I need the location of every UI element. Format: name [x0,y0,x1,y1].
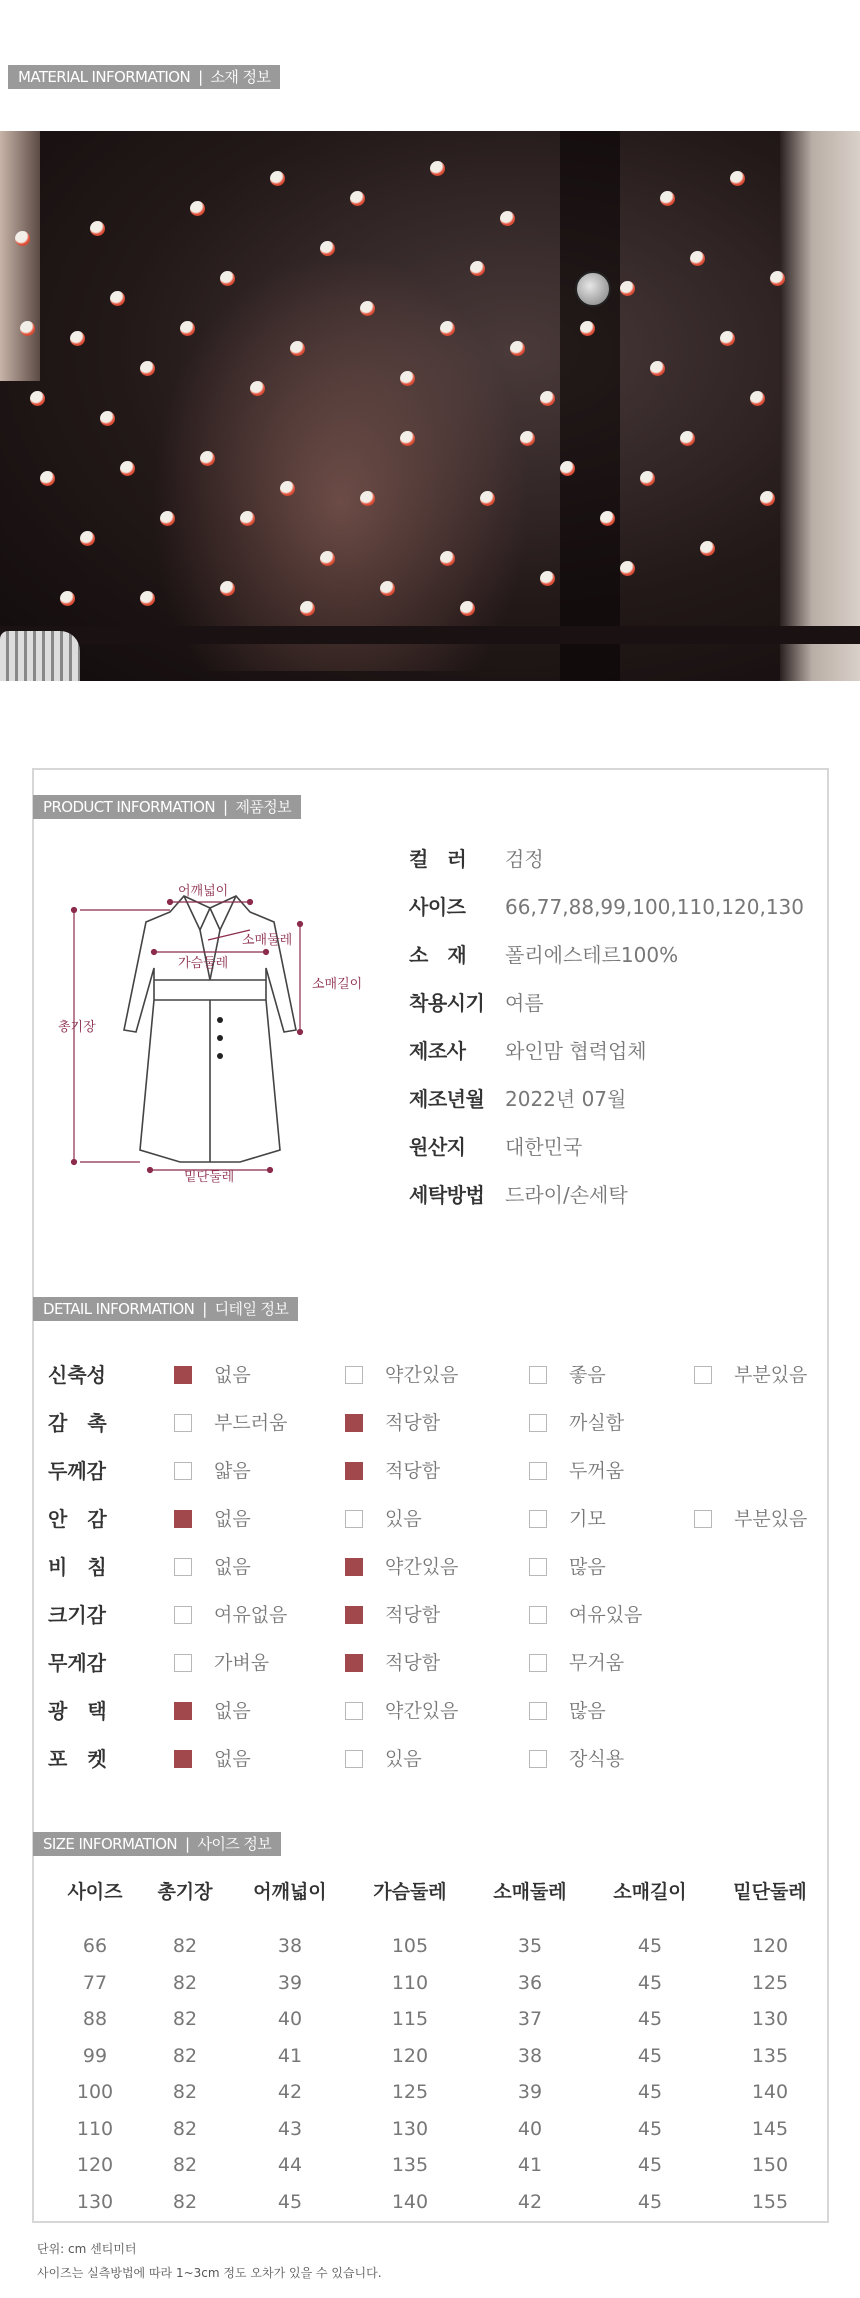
polka-dot [380,581,395,596]
size-cell: 37 [517,2008,543,2031]
unchecked-box [174,1606,192,1624]
detail-row [48,1744,828,1774]
size-cell: 110 [76,2117,114,2140]
spec-label: 착용시기 [409,991,485,1015]
polka-dot [80,531,95,546]
size-cell: 125 [751,1971,789,1994]
size-table-header-row [50,1868,830,1912]
polka-dot [480,491,495,506]
polka-dot [560,461,575,476]
unchecked-box [529,1750,547,1768]
detail-option-label: 여유없음 [214,1604,288,1626]
polka-dot [70,331,85,346]
polka-dot [700,541,715,556]
polka-dot [680,431,695,446]
unchecked-box [345,1750,363,1768]
polka-dot [360,301,375,316]
unchecked-box [529,1558,547,1576]
unchecked-box [529,1606,547,1624]
detail-option-label: 약간있음 [385,1556,459,1578]
unchecked-box [529,1654,547,1672]
product-header-en: PRODUCT INFORMATION [43,798,215,816]
checked-box [174,1750,192,1768]
size-cell: 45 [637,2008,663,2031]
spec-value: 여름 [505,991,544,1015]
polka-dot [140,361,155,376]
polka-dot [320,241,335,256]
unchecked-box [529,1462,547,1480]
detail-option-label: 없음 [214,1556,251,1578]
polka-dot [620,561,635,576]
dress-illustration [60,880,363,1190]
polka-dot [240,511,255,526]
size-table-row [50,1965,830,2002]
detail-label: 광 택 [48,1699,107,1723]
size-cell: 140 [751,2081,789,2104]
size-table-row [50,2074,830,2111]
unchecked-box [345,1366,363,1384]
spec-value: 대한민국 [505,1135,583,1159]
shirt-button-image [575,271,611,307]
size-column-header: 소매길이 [613,1880,687,1903]
size-header-en: SIZE INFORMATION [43,1835,178,1853]
spec-value: 와인맘 협력업체 [505,1039,647,1063]
detail-label: 안 감 [48,1507,107,1531]
detail-option-label: 적당함 [385,1604,441,1626]
size-cell: 35 [517,1935,543,1958]
size-cell: 82 [172,2008,198,2031]
spec-label: 제조년월 [409,1087,485,1111]
size-cell: 82 [172,1935,198,1958]
unchecked-box [174,1558,192,1576]
size-column-header: 가슴둘레 [373,1880,447,1903]
detail-option-label: 많음 [569,1556,606,1578]
polka-dot [60,591,75,606]
polka-dot [190,201,205,216]
detail-option-label: 약간있음 [385,1364,459,1386]
polka-dot [620,281,635,296]
polka-dot [650,361,665,376]
size-table-row [50,2001,830,2038]
polka-dot [430,161,445,176]
polka-dot [690,251,705,266]
detail-option-label: 여유있음 [569,1604,643,1626]
size-table [50,1868,830,2220]
detail-label: 포 켓 [48,1747,107,1771]
polka-dot [350,191,365,206]
product-info-header: PRODUCT INFORMATION | 제품정보 [33,795,301,819]
detail-row [48,1552,828,1582]
detail-label: 무게감 [48,1651,106,1675]
detail-header-ko: 디테일 정보 [214,1300,289,1318]
polka-dot [220,581,235,596]
size-info-header: SIZE INFORMATION | 사이즈 정보 [33,1832,281,1856]
size-cell: 82 [172,1971,198,1994]
size-cell: 40 [517,2117,543,2140]
spec-label: 컬 러 [409,847,467,871]
unit-note: 단위: cm 센티미터 [37,2242,137,2256]
detail-option-label: 두꺼움 [569,1460,625,1482]
size-cell: 100 [76,2081,114,2104]
size-cell: 115 [391,2008,429,2031]
detail-option-label: 기모 [569,1508,606,1530]
checked-box [345,1606,363,1624]
polka-dot [440,321,455,336]
spec-value: 드라이/손세탁 [505,1183,628,1207]
size-cell: 39 [277,1971,303,1994]
size-cell: 130 [391,2117,429,2140]
spec-value: 폴리에스테르100% [505,943,679,967]
diagram-label-shoulder: 어깨넓이 [178,884,229,899]
polka-dot [660,191,675,206]
size-cell: 145 [751,2117,789,2140]
detail-option-label: 없음 [214,1364,251,1386]
spec-label: 사이즈 [409,895,466,919]
polka-dot [510,341,525,356]
size-table-row [50,2038,830,2075]
polka-dot [540,571,555,586]
size-cell: 125 [391,2081,429,2104]
size-cell: 45 [637,2154,663,2177]
unchecked-box [529,1366,547,1384]
detail-option-label: 부분있음 [734,1364,808,1386]
size-cell: 150 [751,2154,789,2177]
checked-box [174,1510,192,1528]
spec-row [409,893,804,921]
size-cell: 77 [82,1971,108,1994]
fabric-closeup-photo [0,131,860,681]
polka-dot [360,491,375,506]
detail-row [48,1696,828,1726]
polka-dot [110,291,125,306]
size-cell: 41 [277,2044,303,2067]
detail-label: 크기감 [48,1603,106,1627]
spec-label: 제조사 [409,1039,466,1063]
polka-dot [300,601,315,616]
size-cell: 140 [391,2190,429,2213]
checked-box [345,1654,363,1672]
detail-option-label: 부분있음 [734,1508,808,1530]
polka-dot [400,431,415,446]
size-column-header: 총기장 [157,1880,213,1903]
spec-row [409,989,544,1017]
unchecked-box [529,1414,547,1432]
checked-box [174,1366,192,1384]
polka-dot [90,221,105,236]
unchecked-box [174,1462,192,1480]
polka-dot [500,211,515,226]
detail-option-label: 약간있음 [385,1700,459,1722]
polka-dot [40,471,55,486]
detail-option-label: 많음 [569,1700,606,1722]
checked-box [345,1462,363,1480]
size-cell: 45 [277,2190,303,2213]
detail-option-label: 좋음 [569,1364,606,1386]
detail-option-label: 있음 [385,1508,422,1530]
detail-info-header: DETAIL INFORMATION | 디테일 정보 [33,1297,298,1321]
size-cell: 105 [391,1935,429,1958]
detail-option-label: 없음 [214,1508,251,1530]
checked-box [174,1702,192,1720]
detail-option-label: 부드러움 [214,1412,288,1434]
unchecked-box [345,1702,363,1720]
polka-dot [470,261,485,276]
polka-dot [440,551,455,566]
size-cell: 82 [172,2081,198,2104]
detail-option-label: 얇음 [214,1460,251,1482]
size-column-header: 어깨넓이 [253,1880,327,1903]
spec-row [409,845,544,873]
detail-label: 감 촉 [48,1411,107,1435]
polka-dot [120,461,135,476]
size-cell: 41 [517,2154,543,2177]
spec-row [409,941,678,969]
size-cell: 39 [517,2081,543,2104]
unchecked-box [174,1654,192,1672]
polka-dot [750,391,765,406]
spec-label: 세탁방법 [409,1183,485,1207]
size-header-ko: 사이즈 정보 [197,1835,272,1853]
unchecked-box [529,1702,547,1720]
size-cell: 120 [391,2044,429,2067]
spec-label: 원산지 [409,1135,466,1159]
material-header-en: MATERIAL INFORMATION [18,68,191,86]
product-header-ko: 제품정보 [235,798,291,816]
polka-dot [770,271,785,286]
size-cell: 43 [277,2117,303,2140]
size-cell: 45 [637,1935,663,1958]
size-cell: 45 [637,2044,663,2067]
size-cell: 130 [76,2190,114,2213]
size-cell: 135 [391,2154,429,2177]
size-cell: 42 [517,2190,543,2213]
size-cell: 38 [517,2044,543,2067]
size-cell: 40 [277,2008,303,2031]
tolerance-note: 사이즈는 실측방법에 따라 1~3cm 정도 오차가 있을 수 있습니다. [37,2266,382,2280]
size-table-row [50,2147,830,2184]
unchecked-box [345,1510,363,1528]
garment-size-diagram [58,880,363,1190]
detail-option-label: 적당함 [385,1460,441,1482]
detail-option-label: 장식용 [569,1748,625,1770]
diagram-label-sleeve-length: 소매길이 [312,977,363,992]
polka-dot [640,471,655,486]
detail-option-label: 없음 [214,1700,251,1722]
diagram-label-sleeve-round: 소매둘레 [242,933,293,948]
size-cell: 120 [751,1935,789,1958]
spec-row [409,1133,582,1161]
size-cell: 45 [637,1971,663,1994]
size-table-row [50,2111,830,2148]
unchecked-box [694,1510,712,1528]
polka-dot [580,321,595,336]
polka-dot [400,371,415,386]
polka-dot [15,231,30,246]
spec-value: 66,77,88,99,100,110,120,130 [505,895,804,919]
size-cell: 36 [517,1971,543,1994]
polka-dot [30,391,45,406]
diagram-label-total-length: 총기장 [58,1020,96,1035]
detail-option-label: 까실함 [569,1412,625,1434]
detail-row [48,1648,828,1678]
detail-option-label: 적당함 [385,1412,441,1434]
polka-dot [20,321,35,336]
size-column-header: 사이즈 [67,1880,123,1903]
polka-dot [270,171,285,186]
detail-row [48,1456,828,1486]
polka-dot [600,511,615,526]
polka-dot [280,481,295,496]
detail-option-label: 가벼움 [214,1652,270,1674]
detail-option-label: 적당함 [385,1652,441,1674]
detail-row [48,1504,828,1534]
material-info-header: MATERIAL INFORMATION | 소재 정보 [8,65,280,89]
detail-option-label: 있음 [385,1748,422,1770]
detail-header-en: DETAIL INFORMATION [43,1300,195,1318]
polka-dot [200,451,215,466]
size-cell: 82 [172,2154,198,2177]
size-table-row [50,1928,830,1965]
detail-row [48,1600,828,1630]
polka-dot [100,411,115,426]
size-cell: 88 [82,2008,108,2031]
polka-dot [180,321,195,336]
size-column-header: 소매둘레 [493,1880,567,1903]
detail-option-label: 무거움 [569,1652,625,1674]
size-cell: 38 [277,1935,303,1958]
polka-dot [140,591,155,606]
size-cell: 45 [637,2081,663,2104]
checked-box [345,1558,363,1576]
detail-option-label: 없음 [214,1748,251,1770]
spec-value: 2022년 07월 [505,1087,627,1111]
spec-row [409,1037,647,1065]
detail-label: 신축성 [48,1363,106,1387]
detail-row [48,1360,828,1390]
size-cell: 44 [277,2154,303,2177]
size-cell: 82 [172,2044,198,2067]
unchecked-box [694,1366,712,1384]
size-cell: 155 [751,2190,789,2213]
polka-dot [220,271,235,286]
spec-value: 검정 [505,847,544,871]
detail-label: 두께감 [48,1459,106,1483]
polka-dot [720,331,735,346]
size-table-row [50,2184,830,2221]
checked-box [345,1414,363,1432]
unchecked-box [174,1414,192,1432]
size-cell: 82 [172,2117,198,2140]
size-cell: 110 [391,1971,429,1994]
diagram-label-chest: 가슴둘레 [178,956,229,971]
size-cell: 45 [637,2190,663,2213]
size-cell: 130 [751,2008,789,2031]
polka-dot [320,551,335,566]
polka-dot [540,391,555,406]
material-header-ko: 소재 정보 [210,68,271,86]
size-cell: 82 [172,2190,198,2213]
detail-label: 비 침 [48,1555,107,1579]
polka-dot [730,171,745,186]
polka-dot [290,341,305,356]
size-cell: 45 [637,2117,663,2140]
polka-dot [760,491,775,506]
detail-row [48,1408,828,1438]
unchecked-box [529,1510,547,1528]
size-column-header: 밑단둘레 [733,1880,807,1903]
size-cell: 99 [82,2044,108,2067]
polka-dot [520,431,535,446]
size-cell: 42 [277,2081,303,2104]
size-cell: 135 [751,2044,789,2067]
size-cell: 66 [82,1935,108,1958]
polka-dot [160,511,175,526]
diagram-label-hem: 밑단둘레 [184,1170,235,1185]
spec-row [409,1085,626,1113]
spec-row [409,1181,628,1209]
polka-dot [250,381,265,396]
size-cell: 120 [76,2154,114,2177]
polka-dot [460,601,475,616]
spec-label: 소 재 [409,943,467,967]
